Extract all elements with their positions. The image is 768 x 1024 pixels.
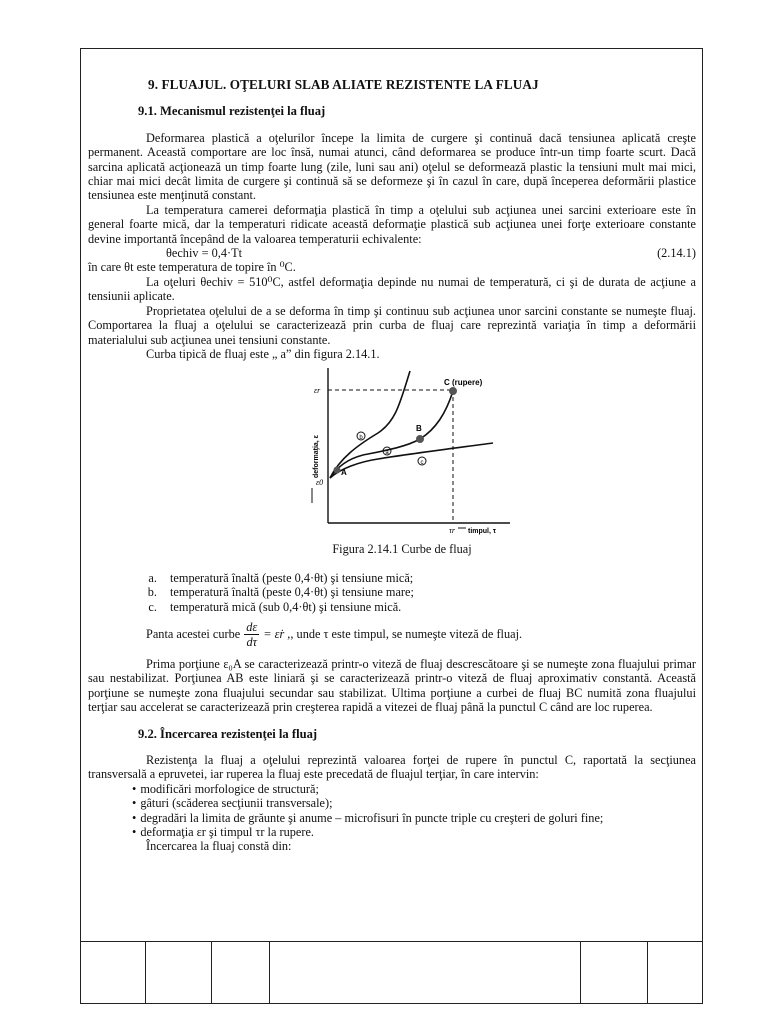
footer-table-row — [80, 941, 703, 1004]
label-C: C (rupere) — [444, 378, 483, 388]
derivative-numerator: dε — [246, 619, 258, 634]
slope-suffix: , unde τ este timpul, se numeşte viteză de fluaj. — [290, 627, 523, 642]
figure-caption: Figura 2.14.1 Curbe de fluaj — [332, 542, 472, 557]
curve-b-label: b — [359, 435, 363, 442]
bullet-item: • gâturi (scăderea secţiunii transversale); — [140, 796, 696, 810]
footer-cell-divider — [269, 942, 270, 1004]
point-B — [416, 435, 424, 443]
paragraph: La temperatura camerei deformaţia plastică în timp a oţelului sub acţiunea unei sarcini exterioare este în general foarte mică, dar la temperaturi ridicate această deformaţie plastică sub acţiunea unei forţe exterioare constante devine importantă începând de la valoarea temperaturii echivalente: — [88, 202, 696, 246]
footer-cell-divider — [211, 942, 212, 1004]
label-A: A — [341, 468, 347, 478]
footer-cell-divider — [580, 942, 581, 1004]
paragraph: Curba tipică de fluaj este „ a” din figura 2.14.1. — [146, 346, 380, 361]
paragraph: Prima porţiune ε₀A se caracterizează printr-o viteză de fluaj descrescătoare şi se numeşte zona fluajului primar sau nestabilizat. Porţiunea AB este liniară şi se caracterizează printr-o viteză de fluaj aproximativ constantă. Această porţiune se numeşte zona fluajului secundar sau stabilizat. Ultima porţiune a curbei de fluaj BC numită zona fluajului terţiar sau accelerat se caracterizează prin creşterea rapidă a vitezei de fluaj până la punctul C când are loc ruperea. — [88, 656, 696, 715]
point-C — [449, 387, 457, 395]
creep-rate-formula — [88, 620, 696, 649]
section-heading-9-2: 9.2. Încercarea rezistenţei la fluaj — [138, 726, 318, 741]
equation-text: θechiv = 0,4·Tt — [166, 246, 242, 261]
creep-curve-figure — [288, 363, 513, 538]
curve-a-label: a — [385, 450, 389, 457]
bullet-list — [88, 782, 696, 840]
label-tr: τr — [449, 526, 455, 536]
paragraph: Rezistenţa la fluaj a oţelului reprezintă valoarea forţei de rupere în punctul C, raportată la secţiunea transversală a epruvetei, iar ruperea la fluaj este precedată de fluajul terţiar, în care intervin: — [88, 752, 696, 782]
curve-c-label: c — [420, 460, 424, 467]
label-B: B — [416, 424, 422, 434]
label-e0: ε0 — [316, 478, 324, 488]
list-item: b. temperatură înaltă (peste 0,4·θt) şi tensiune mare; — [160, 585, 696, 599]
bullet-item: • modificări morfologice de structură; — [140, 782, 696, 796]
derivative — [244, 620, 259, 649]
equation-2-14-1 — [88, 246, 696, 260]
label-er: εr — [314, 386, 321, 396]
paragraph: în care θt este temperatura de topire în ⁰C. — [88, 260, 296, 275]
list-item: c. temperatură mică (sub 0,4·θt) şi tensiune mică. — [160, 600, 696, 614]
y-axis-label: deformaţia, ε — [313, 435, 320, 479]
chapter-title: 9. FLUAJUL. OŢELURI SLAB ALIATE REZISTENTE LA FLUAJ — [148, 77, 539, 92]
section-heading-9-1: 9.1. Mecanismul rezistenţei la fluaj — [138, 104, 326, 119]
bullet-item: • degradări la limita de grăunte şi anume – microfisuri în puncte triple cu creşteri de goluri fine; — [140, 811, 696, 825]
point-A — [334, 467, 341, 474]
paragraph: La oţeluri θechiv = 510⁰C, astfel deformaţia depinde nu numai de temperatură, ci şi de durata de acţiune a tensiunii aplicate. — [88, 274, 696, 304]
creep-curve-diagram — [288, 363, 513, 538]
bullet-item: • deformaţia εr şi timpul τr la rupere. — [140, 825, 696, 839]
derivative-denominator: dτ — [246, 634, 258, 649]
x-axis-label: timpul, τ — [468, 528, 497, 536]
footer-cell-divider — [145, 942, 146, 1004]
paragraph: Proprietatea oţelului de a se deforma în timp şi continuu sub acţiunea unor sarcini constante se numeşte fluaj. Comportarea la fluaj a oţelului se caracterizează prin curba de fluaj care reprezintă variaţia în timp a deformării materialului sub acţiunea unei tensiuni constante. — [88, 303, 696, 347]
curve-conditions-list — [88, 571, 696, 614]
list-item: a. temperatură înaltă (peste 0,4·θt) şi tensiune mică; — [160, 571, 696, 585]
document-body — [88, 74, 696, 854]
slope-prefix: Panta acestei curbe — [146, 627, 241, 642]
slope-equals: = ε̇r , — [263, 627, 291, 642]
footer-cell-divider — [647, 942, 648, 1004]
paragraph: Deformarea plastică a oţelurilor începe la limita de curgere şi continuă dacă tensiunea aplicată creşte permanent. Această comportare are loc însă, numai atunci, când deformarea se produce într-un timp foarte scurt. Dacă sarcina aplicată acţionează un timp foarte lung (zile, luni sau ani) oţelul se deformează plastic la tensiuni mult mai mici, chiar mai mici decât limita de curgere şi continuă să se deformeze şi în cazul în care, după începerea deformării plastice tensiunea este menţinută constant. — [88, 130, 696, 203]
equation-number: (2.14.1) — [657, 246, 696, 261]
paragraph: Încercarea la fluaj constă din: — [146, 839, 292, 854]
